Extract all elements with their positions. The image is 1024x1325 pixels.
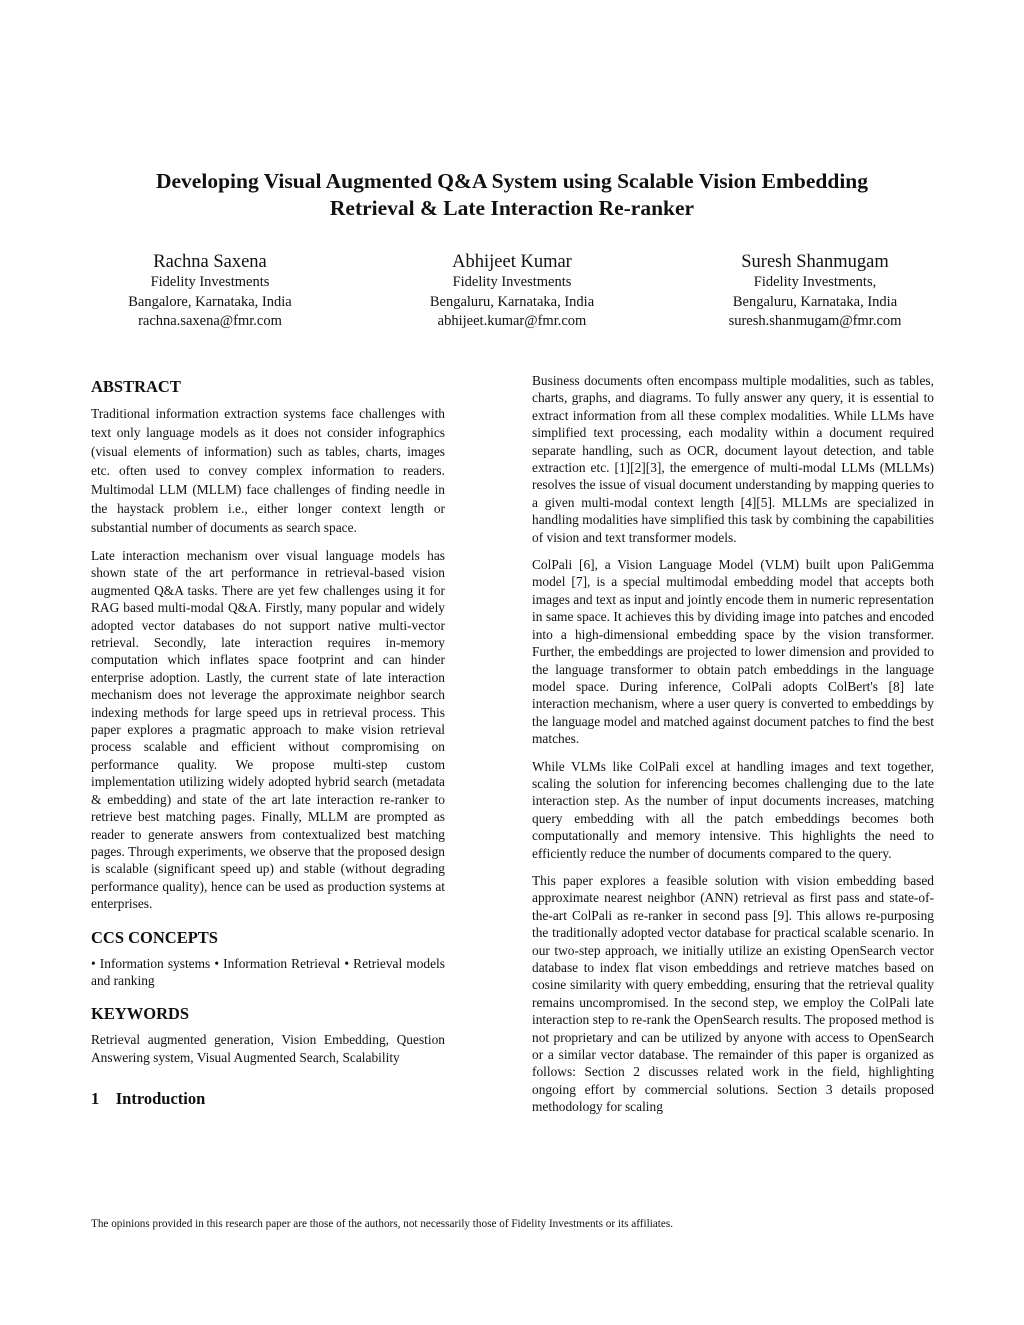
paper-title (0, 168, 1024, 222)
title-line-1: Developing Visual Augmented Q&A System using Scalable Vision Embedding (155, 169, 869, 193)
author-email[interactable]: abhijeet.kumar@fmr.com (437, 313, 587, 329)
author-location: Bangalore, Karnataka, India (128, 293, 292, 310)
body-paragraph: While VLMs like ColPali excel at handling images and text together, scaling the solution for inferencing becomes challenging due to the late interaction step. As the number of input documents increases, matching query embedding with all the patch embeddings becomes both computationally and memory intensive. This highlights the need to efficiently reduce the number of documents compared to the query. (532, 758, 934, 861)
introduction-heading: 1 Introduction (91, 1089, 206, 1109)
author-name: Rachna Saxena (153, 252, 267, 272)
left-column (91, 376, 445, 1116)
abstract-paragraph: Late interaction mechanism over visual language models has shown state of the art performance in retrieval-based vision augmented Q&A tasks. There are yet few challenges using it for RAG based multi-modal Q&A. Firstly, many popular and widely adopted vector databases do not support native multi-vector retrieval. Secondly, late interaction requires in-memory computation which inflates space footprint and can hinder enterprise adoption. Lastly, the current state of late interaction mechanism does not leverage the approximate neighbor search indexing methods for large speed ups in retrieval process. This paper explores a pragmatic approach to make vision retrieval process scalable and efficient without compromising on performance quality. We propose multi-step custom implementation utilizing widely adopted hybrid search (metadata & embedding) and state of the art late interaction re-ranker to retrieve best matching pages. Finally, MLLM are prompted as reader to generate answers from contextualized best matching pages. Through experiments, we observe that the proposed design is scalable (significant speed up) and stable (without degrading performance quality), hence can be used as production systems at enterprises. (91, 548, 445, 912)
keywords-heading: KEYWORDS (91, 1004, 190, 1024)
body-paragraph: ColPali [6], a Vision Language Model (VLM) built upon PaliGemma model [7], is a special multimodal embedding model that accepts both images and text as input and jointly encode them in numeric representation in same space. It achieves this by dividing image into patches and encoded into a high-dimensional embedding space by the vision transformer. Further, the embeddings are projected to lower dimension and provided to the language transformer to obtain patch embeddings in the language model space. During inference, ColPali adopts ColBert's [8] late interaction mechanism, where a user query is converted to embeddings by the language model and matched against document patches to find the best matches. (532, 557, 934, 747)
keywords-text: Retrieval augmented generation, Vision Embedding, Question Answering system, Visual Augmented Search, Scalability (91, 1032, 445, 1065)
author-location: Bengaluru, Karnataka, India (429, 293, 595, 310)
author-affiliation: Fidelity Investments, (753, 274, 877, 290)
ccs-heading: CCS CONCEPTS (91, 927, 218, 947)
author-email[interactable]: suresh.shanmugam@fmr.com (728, 313, 902, 329)
right-column (532, 372, 934, 1126)
abstract-heading: ABSTRACT (91, 377, 181, 396)
body-paragraph: Business documents often encompass multiple modalities, such as tables, charts, graphs, and diagrams. To fully answer any query, it is essential to extract information from all these complex modalities. While LLMs have simplified text processing, each modality within a document required separate handling, such as OCR, document layout detection, and table extraction etc. [1][2][3], the emergence of multi-modal LLMs (MLLMs) resolves the issue of visual document understanding by mapping queries to a given multi-modal context length [4][5]. MLLMs are specialized in handling modalities have simplified this task by combining the capabilities of vision and text transformer models. (532, 373, 934, 545)
author-affiliation: Fidelity Investments (150, 274, 270, 290)
author-name: Suresh Shanmugam (741, 252, 889, 272)
footer-disclaimer: The opinions provided in this research paper are those of the authors, not necessarily those of Fidelity Investments or its affiliates. (91, 1218, 674, 1230)
author-affiliation: Fidelity Investments (452, 274, 572, 290)
author-email[interactable]: rachna.saxena@fmr.com (138, 313, 282, 329)
author-block (665, 251, 965, 332)
author-name: Abhijeet Kumar (452, 252, 572, 272)
ccs-text: • Information systems • Information Retrieval • Retrieval models and ranking (91, 955, 445, 988)
title-line-2: Retrieval & Late Interaction Re-ranker (329, 196, 695, 220)
author-block (362, 251, 662, 332)
abstract-paragraph: Traditional information extraction systems face challenges with text only language models as it does not consider infographics (visual elements of information) such as tables, charts, images etc. often used to convey complex information to readers. Multimodal LLM (MLLM) face challenges of finding needle in the haystack problem i.e., either longer context length or substantial number of documents as search space. (91, 406, 445, 535)
author-block (60, 251, 360, 332)
body-paragraph: This paper explores a feasible solution with vision embedding based approximate nearest neighbor (ANN) retrieval as first pass and state-of-the-art ColPali as re-ranker in second pass [9]. This allows re-purposing the traditionally adopted vector database for practical scalable scenario. In our two-step approach, we initially utilize an existing OpenSearch vector database to index flat vison embeddings and retrieve matches based on cosine similarity with query embedding, ensuring that the retrieval quality remains uncompromised. In the second step, we employ the ColPali late interaction step to re-rank the OpenSearch results. The proposed method is not proprietary and can be utilized by anyone with access to OpenSearch or a similar vector database. The remainder of this paper is organized as follows: Section 2 discusses related work in the field, highlighting ongoing effort by commercial solutions. Section 3 details proposed methodology for scaling (532, 872, 934, 1115)
author-location: Bengaluru, Karnataka, India (732, 293, 898, 310)
